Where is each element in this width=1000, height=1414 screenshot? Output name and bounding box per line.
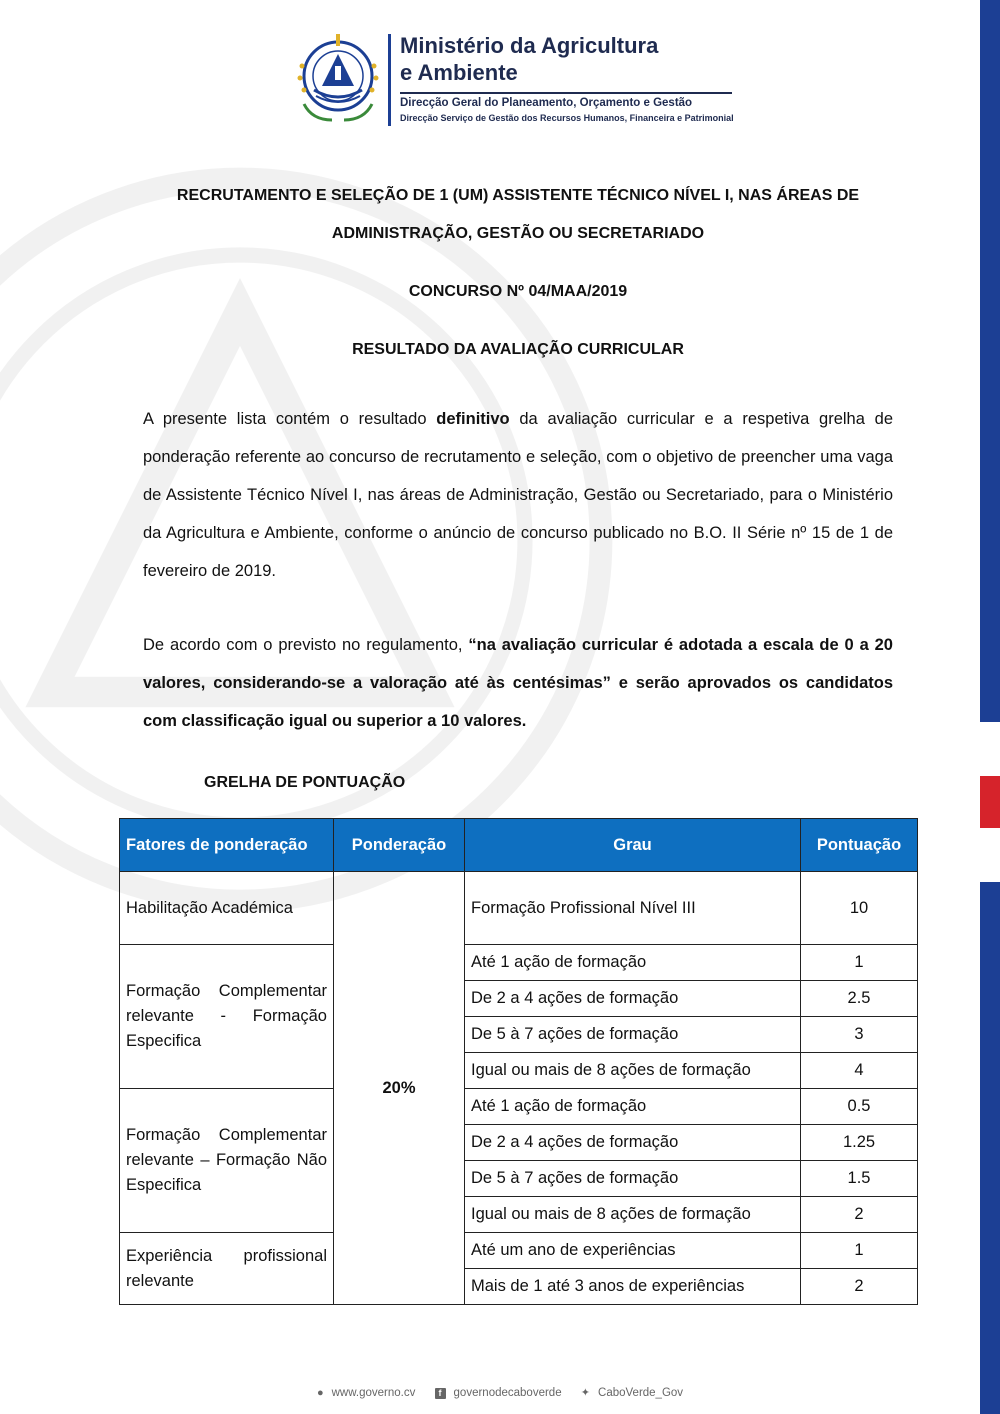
header-grade: Grau	[465, 819, 801, 872]
grade-cell: Até um ano de experiências	[465, 1233, 801, 1269]
letterhead	[292, 30, 752, 130]
score-cell: 4	[801, 1053, 918, 1089]
score-cell: 2	[801, 1197, 918, 1233]
score-cell: 10	[801, 872, 918, 945]
side-bar-red	[980, 776, 1000, 828]
grade-cell: Igual ou mais de 8 ações de formação	[465, 1053, 801, 1089]
grade-cell: De 2 a 4 ações de formação	[465, 981, 801, 1017]
score-cell: 1.5	[801, 1161, 918, 1197]
grade-cell: Até 1 ação de formação	[465, 1089, 801, 1125]
side-bar-blue-bottom	[980, 882, 1000, 1414]
twitter-icon: ✦	[580, 1387, 591, 1399]
table-row	[120, 945, 918, 981]
header-factor: Fatores de ponderação	[120, 819, 334, 872]
footer-twitter: CaboVerde_Gov	[598, 1387, 684, 1399]
service-name: Direcção Serviço de Gestão dos Recursos Humanos, Financeira e Patrimonial	[400, 113, 734, 123]
grade-cell: Mais de 1 até 3 anos de experiências	[465, 1269, 801, 1305]
directorate-name: Direcção Geral do Planeamento, Orçamento e Gestão	[400, 97, 693, 109]
header-score: Pontuação	[801, 819, 918, 872]
score-cell: 2	[801, 1269, 918, 1305]
footer-website: www.governo.cv	[331, 1387, 416, 1399]
letterhead-rule	[400, 92, 732, 94]
intro-paragraph	[143, 400, 893, 590]
intro-text-1: A presente lista contém o resultado	[143, 410, 437, 428]
grade-cell: De 5 à 7 ações de formação	[465, 1161, 801, 1197]
intro-text-bold: definitivo	[436, 410, 510, 428]
weight-cell: 20%	[334, 872, 465, 1305]
regulation-text-bold: “na avaliação curricular é adotada a escala de 0 a 20 valores, considerando-se a valoração até às centésimas” e serão aprovados os candidatos com classificação igual ou superior a 10 valores.	[143, 636, 893, 730]
side-bar-blue-top	[980, 0, 1000, 722]
scoring-grid-table	[119, 818, 918, 1305]
grade-cell: De 5 à 7 ações de formação	[465, 1017, 801, 1053]
table-header-row	[120, 819, 918, 872]
grade-cell: De 2 a 4 ações de formação	[465, 1125, 801, 1161]
score-cell: 3	[801, 1017, 918, 1053]
regulation-text-1: De acordo com o previsto no regulamento,	[143, 636, 469, 654]
ministry-name: Ministério da Agricultura e Ambiente	[400, 33, 659, 85]
title-line-2: ADMINISTRAÇÃO, GESTÃO OU SECRETARIADO	[331, 225, 705, 242]
table-row	[120, 1233, 918, 1269]
grade-cell: Até 1 ação de formação	[465, 945, 801, 981]
factor-cell: Formação Complementar relevante - Formação Especifica	[120, 945, 334, 1089]
factor-cell: Experiência profissional relevante	[120, 1233, 334, 1305]
grade-cell: Formação Profissional Nível III	[465, 872, 801, 945]
contest-number: CONCURSO Nº 04/MAA/2019	[408, 283, 628, 300]
facebook-icon: f	[435, 1388, 446, 1399]
score-cell: 1.25	[801, 1125, 918, 1161]
score-cell: 1	[801, 1233, 918, 1269]
intro-text-2: da avaliação curricular e a respetiva grelha de ponderação referente ao concurso de recrutamento e seleção, com o objetivo de preencher uma vaga de Assistente Técnico Nível I, nas áreas de Administração, Gestão ou Secretariado, para o Ministério da Agricultura e Ambiente, conforme o anúncio de concurso publicado no B.O. II Série nº 15 de 1 de fevereiro de 2019.	[143, 410, 894, 580]
grade-cell: Igual ou mais de 8 ações de formação	[465, 1197, 801, 1233]
header-weight: Ponderação	[334, 819, 465, 872]
footer-facebook: governodecaboverde	[453, 1387, 562, 1399]
footer-website-item[interactable]	[313, 1387, 419, 1399]
score-cell: 2.5	[801, 981, 918, 1017]
regulation-paragraph	[143, 626, 893, 740]
document-subject: RESULTADO DA AVALIAÇÃO CURRICULAR	[352, 341, 684, 358]
score-cell: 0.5	[801, 1089, 918, 1125]
footer-facebook-item[interactable]	[431, 1387, 566, 1399]
letterhead-divider	[388, 34, 391, 126]
score-cell: 1	[801, 945, 918, 981]
globe-icon: ●	[316, 1387, 324, 1399]
grid-heading: GRELHA DE PONTUAÇÃO	[204, 774, 406, 791]
footer-twitter-item[interactable]	[577, 1387, 687, 1399]
footer	[0, 1386, 1000, 1399]
title-line-1: RECRUTAMENTO E SELEÇÃO DE 1 (UM) ASSISTENTE TÉCNICO NÍVEL I, NAS ÁREAS DE	[176, 187, 860, 204]
factor-cell: Formação Complementar relevante – Formação Não Especifica	[120, 1089, 334, 1233]
table-row	[120, 1089, 918, 1125]
table-row	[120, 872, 918, 945]
cabo-verde-coat-of-arms-icon	[292, 30, 384, 126]
factor-cell: Habilitação Académica	[120, 872, 334, 945]
